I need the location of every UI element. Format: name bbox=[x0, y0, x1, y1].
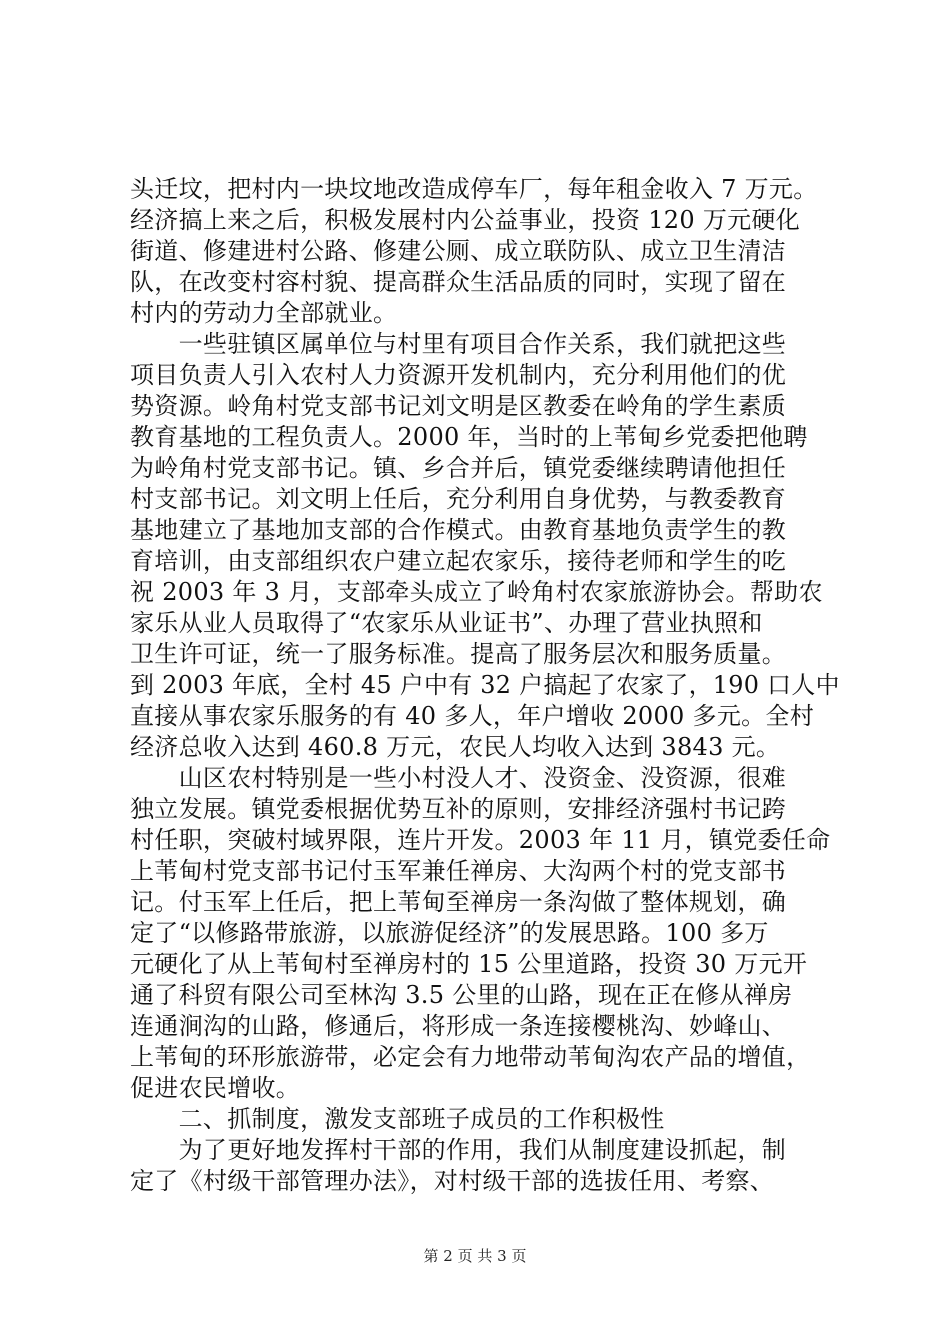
section-heading: 二、抓制度，激发支部班子成员的工作积极性 bbox=[130, 1105, 665, 1133]
text-line: 促进农民增收。 bbox=[130, 1074, 301, 1102]
page-footer: 第 2 页 共 3 页 bbox=[423, 1247, 527, 1265]
text-line: 村支部书记。刘文明上任后，充分利用自身优势，与教委教育 bbox=[130, 485, 787, 513]
text-line: 上苇甸的环形旅游带，必定会有力地带动苇甸沟农产品的增值， bbox=[130, 1043, 811, 1071]
text-line: 一些驻镇区属单位与村里有项目合作关系，我们就把这些 bbox=[130, 330, 787, 358]
text-line: 为岭角村党支部书记。镇、乡合并后，镇党委继续聘请他担任 bbox=[130, 454, 787, 482]
text-line: 头迁坟，把村内一块坟地改造成停车厂，每年租金收入 7 万元。 bbox=[130, 175, 818, 203]
text-line: 经济搞上来之后，积极发展村内公益事业，投资 120 万元硬化 bbox=[130, 206, 801, 234]
text-line: 连通涧沟的山路，修通后，将形成一条连接樱桃沟、妙峰山、 bbox=[130, 1012, 787, 1040]
text-line: 项目负责人引入农村人力资源开发机制内，充分利用他们的优 bbox=[130, 361, 787, 389]
text-line: 村内的劳动力全部就业。 bbox=[130, 299, 398, 327]
text-line: 元硬化了从上苇甸村至禅房村的 15 公里道路，投资 30 万元开 bbox=[130, 950, 808, 978]
document-body bbox=[130, 174, 840, 1197]
text-line: 上苇甸村党支部书记付玉军兼任禅房、大沟两个村的党支部书 bbox=[130, 857, 787, 885]
text-line: 独立发展。镇党委根据优势互补的原则，安排经济强村书记跨 bbox=[130, 795, 787, 823]
text-line: 定了《村级干部管理办法》，对村级干部的选拔任用、考察、 bbox=[130, 1167, 775, 1195]
text-line: 队，在改变村容村貌、提高群众生活品质的同时，实现了留在 bbox=[130, 268, 787, 296]
text-line: 记。付玉军上任后，把上苇甸至禅房一条沟做了整体规划，确 bbox=[130, 888, 787, 916]
text-line: 势资源。岭角村党支部书记刘文明是区教委在岭角的学生素质 bbox=[130, 392, 787, 420]
text-line: 通了科贸有限公司至林沟 3.5 公里的山路，现在正在修从禅房 bbox=[130, 981, 793, 1009]
text-line: 育培训，由支部组织农户建立起农家乐，接待老师和学生的吃 bbox=[130, 547, 787, 575]
text-line: 直接从事农家乐服务的有 40 多人，年户增收 2000 多元。全村 bbox=[130, 702, 815, 730]
text-line: 家乐从业人员取得了“农家乐从业证书”、办理了营业执照和 bbox=[130, 609, 763, 637]
text-line: 为了更好地发挥村干部的作用，我们从制度建设抓起，制 bbox=[130, 1136, 787, 1164]
text-line: 教育基地的工程负责人。2000 年，当时的上苇甸乡党委把他聘 bbox=[130, 423, 808, 451]
text-line: 山区农村特别是一些小村没人才、没资金、没资源，很难 bbox=[130, 764, 787, 792]
text-line: 经济总收入达到 460.8 万元，农民人均收入达到 3843 元。 bbox=[130, 733, 781, 761]
text-line: 街道、修建进村公路、修建公厕、成立联防队、成立卫生清洁 bbox=[130, 237, 787, 265]
text-line: 祝 2003 年 3 月，支部牵头成立了岭角村农家旅游协会。帮助农 bbox=[130, 578, 823, 606]
text-line: 卫生许可证，统一了服务标准。提高了服务层次和服务质量。 bbox=[130, 640, 787, 668]
text-line: 基地建立了基地加支部的合作模式。由教育基地负责学生的教 bbox=[130, 516, 787, 544]
text-line: 定了“以修路带旅游，以旅游促经济”的发展思路。100 多万 bbox=[130, 919, 769, 947]
text-line: 到 2003 年底，全村 45 户中有 32 户搞起了农家了，190 口人中 bbox=[130, 671, 840, 699]
text-line: 村任职，突破村域界限，连片开发。2003 年 11 月，镇党委任命 bbox=[130, 826, 831, 854]
